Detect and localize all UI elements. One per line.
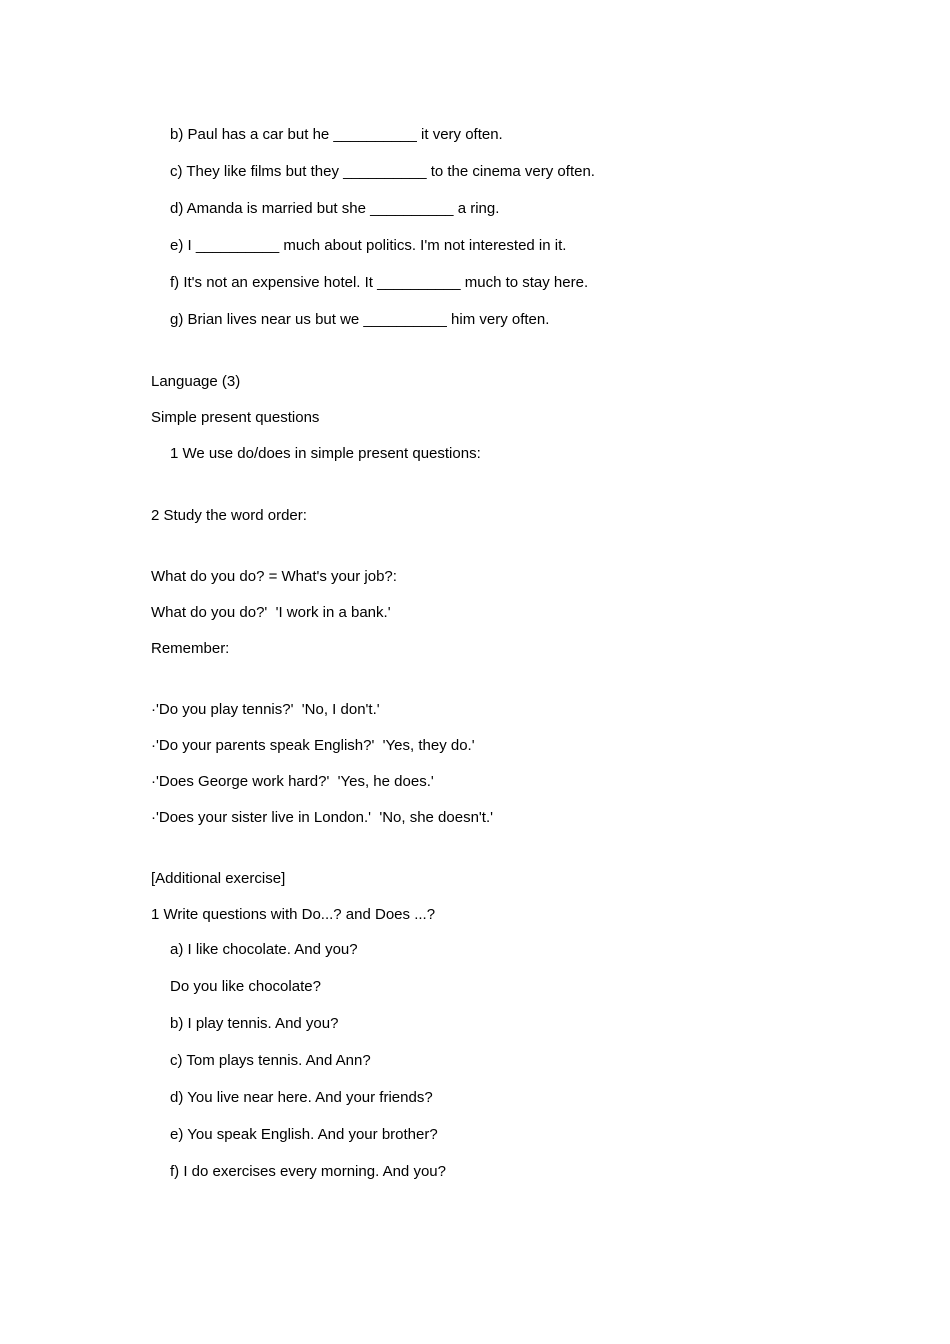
- exercise-item-c: c) They like films but they __________ to the cinema very often.: [170, 163, 595, 180]
- additional-item-c: c) Tom plays tennis. And Ann?: [170, 1052, 371, 1069]
- example-item: ·'Do you play tennis?' 'No, I don't.': [151, 701, 380, 718]
- section-subheading: Simple present questions: [151, 409, 320, 426]
- exercise-item-g: g) Brian lives near us but we __________ him very often.: [170, 311, 550, 328]
- remember-label: Remember:: [151, 640, 230, 657]
- additional-item-e: e) You speak English. And your brother?: [170, 1126, 438, 1143]
- example-item: ·'Does your sister live in London.' 'No, she doesn't.': [151, 809, 493, 826]
- additional-item-a: a) I like chocolate. And you?: [170, 941, 358, 958]
- additional-item-b: b) I play tennis. And you?: [170, 1015, 339, 1032]
- exercise-item-f: f) It's not an expensive hotel. It __________ much to stay here.: [170, 274, 589, 291]
- additional-item-a-answer: Do you like chocolate?: [170, 978, 321, 995]
- grammar-point-1: 1 We use do/does in simple present questions:: [170, 445, 481, 462]
- job-example: What do you do?' 'I work in a bank.': [151, 604, 391, 621]
- exercise-item-d: d) Amanda is married but she __________ a ring.: [170, 200, 500, 217]
- additional-instruction: 1 Write questions with Do...? and Does ...?: [151, 906, 436, 923]
- exercise-item-e: e) I __________ much about politics. I'm not interested in it.: [170, 237, 567, 254]
- example-item: ·'Do your parents speak English?' 'Yes, they do.': [151, 737, 475, 754]
- section-heading: Language (3): [151, 373, 241, 390]
- additional-item-d: d) You live near here. And your friends?: [170, 1089, 433, 1106]
- grammar-point-2: 2 Study the word order:: [151, 507, 307, 524]
- job-question: What do you do? = What's your job?:: [151, 568, 397, 585]
- exercise-item-b: b) Paul has a car but he __________ it very often.: [170, 126, 503, 143]
- example-item: ·'Does George work hard?' 'Yes, he does.': [151, 773, 434, 790]
- additional-item-f: f) I do exercises every morning. And you?: [170, 1163, 446, 1180]
- additional-heading: [Additional exercise]: [151, 870, 286, 887]
